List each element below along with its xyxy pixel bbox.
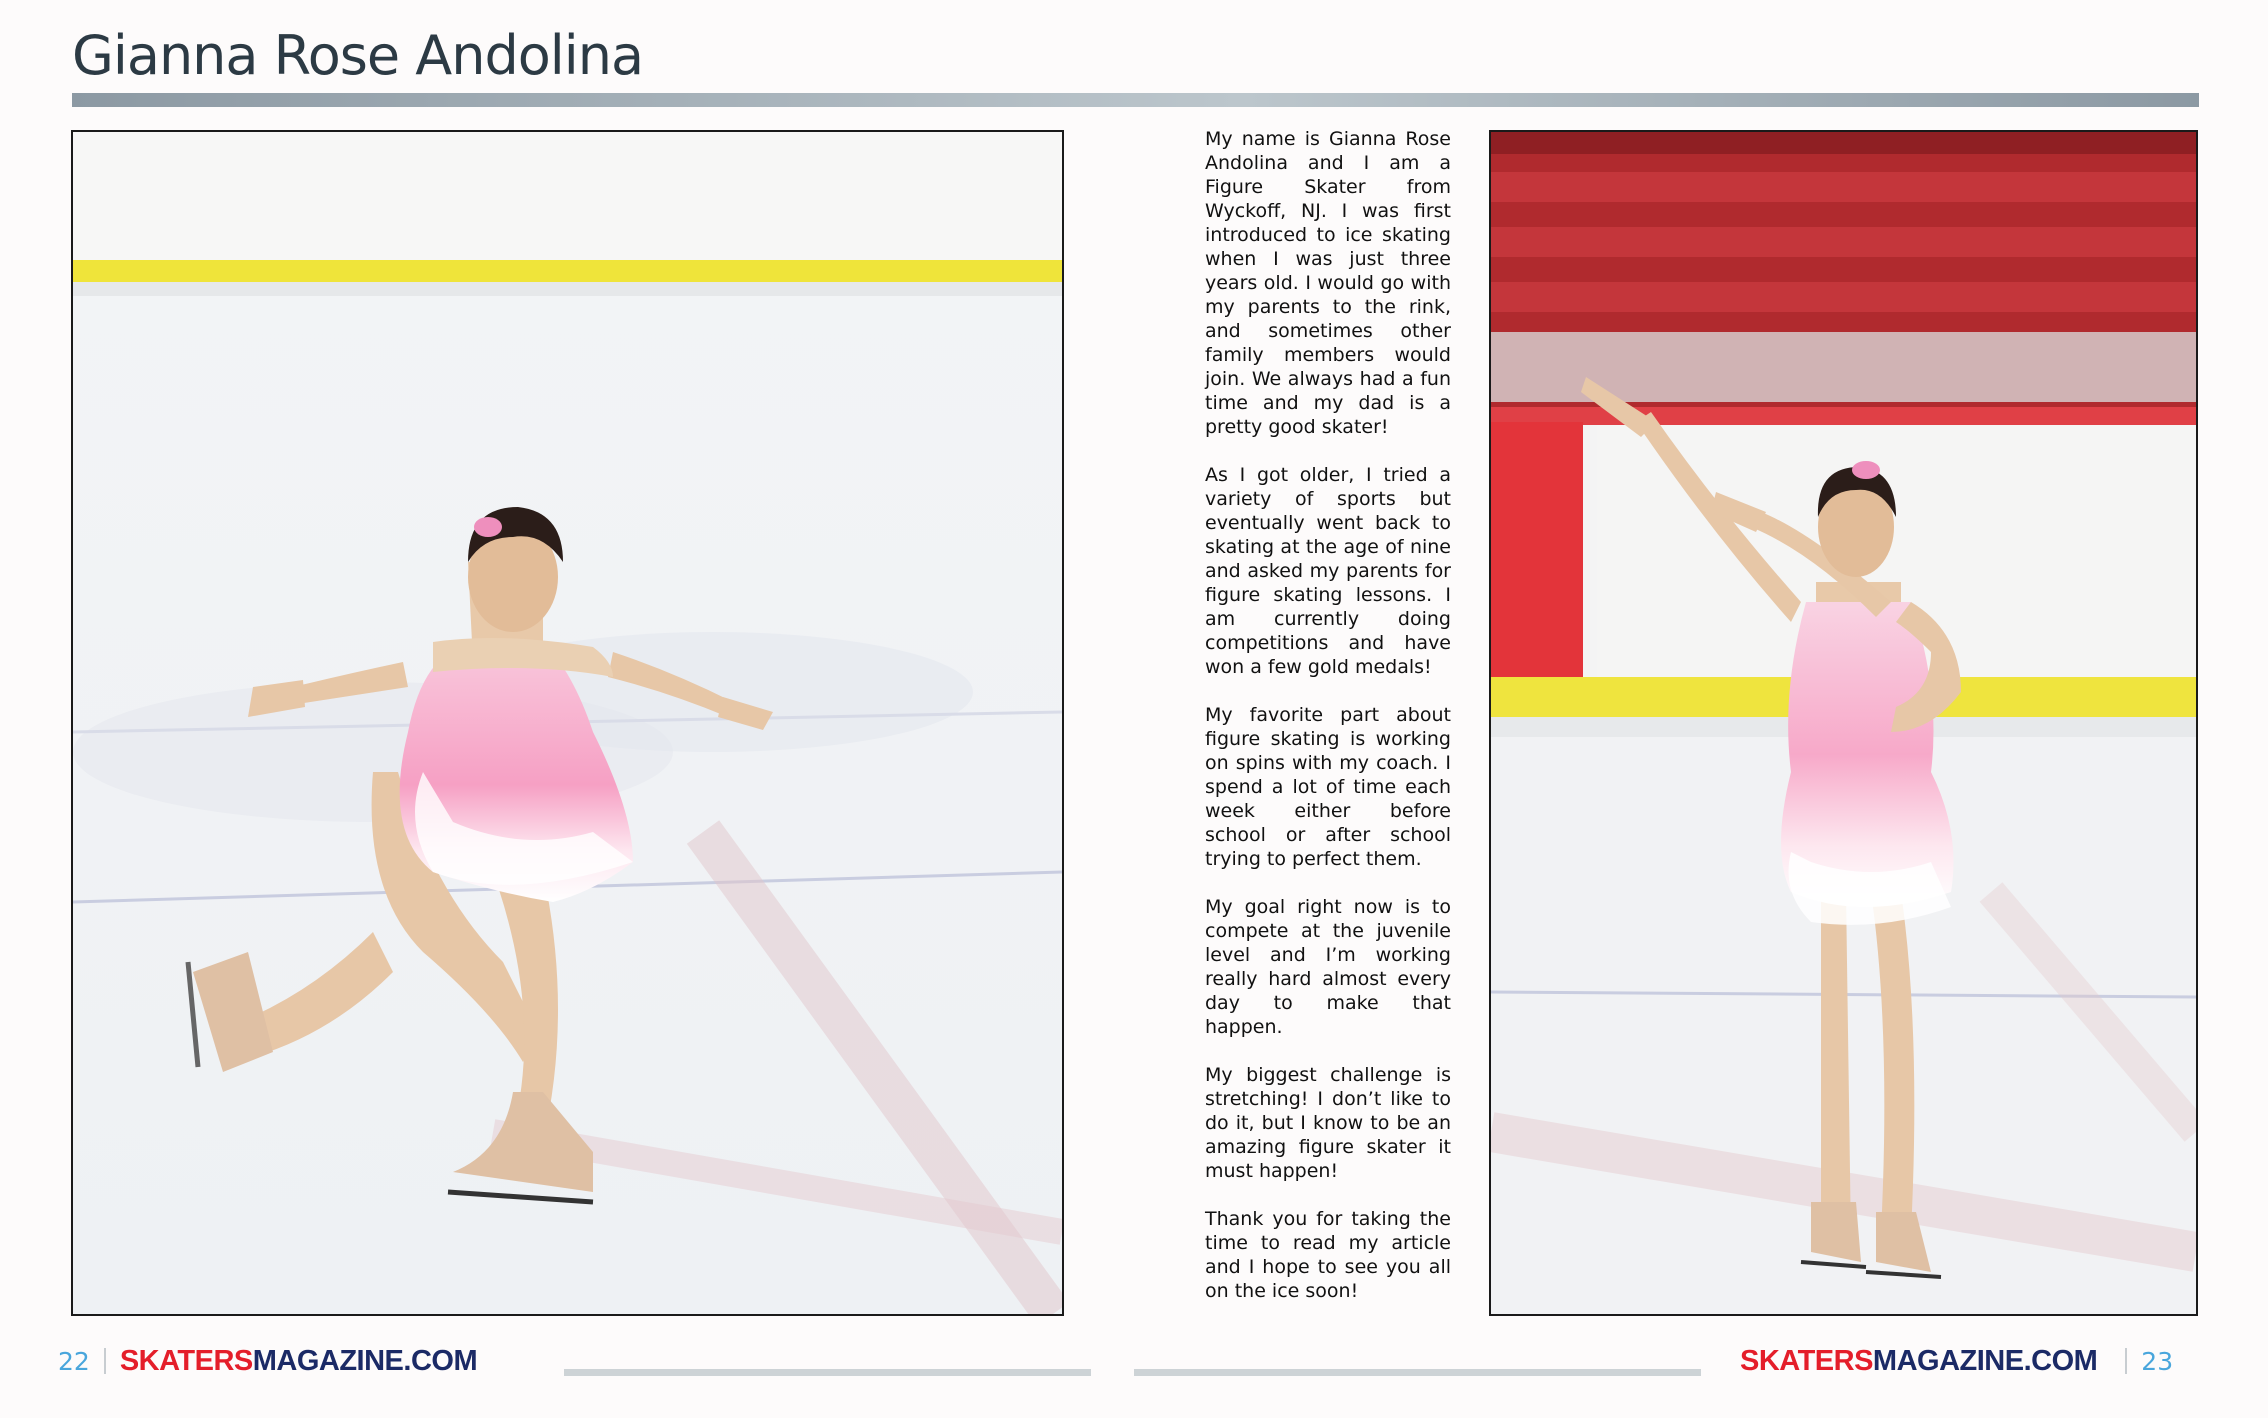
skater-posing-photo xyxy=(1489,130,2198,1316)
page-number-separator xyxy=(2125,1348,2127,1374)
footer-rule-right xyxy=(1134,1369,1701,1376)
article-paragraph: My goal right now is to compete at the juvenile level and I’m working really hard almost every day to make that happen. xyxy=(1205,896,1451,1038)
title-rule xyxy=(72,93,2199,107)
article-paragraph: My favorite part about figure skating is working on spins with my coach. I spend a lot of time each week either before school or after school trying to perfect them. xyxy=(1205,704,1451,870)
article-paragraph: As I got older, I tried a variety of sports but eventually went back to skating at the age of nine and asked my parents for figure skating lessons. I am currently doing competitions and have won a few gold medals! xyxy=(1205,464,1451,678)
footer-left xyxy=(58,1343,477,1379)
brand-logo-left: SKATERSMAGAZINE.COM xyxy=(119,1344,478,1377)
page-number-separator xyxy=(104,1348,106,1374)
brand-logo-right: SKATERSMAGAZINE.COM xyxy=(1740,1344,2098,1377)
article-paragraph: Thank you for taking the time to read my article and I hope to see you all on the ice soon! xyxy=(1205,1208,1451,1302)
footer-right xyxy=(1740,1343,2173,1379)
article-paragraph: My name is Gianna Rose Andolina and I am a Figure Skater from Wyckoff, NJ. I was first introduced to ice skating when I was just three years old. I would go with my parents to the rink, and sometimes other family members would join. We always had a fun time and my dad is a pretty good skater! xyxy=(1205,128,1451,438)
page-title: Gianna Rose Andolina xyxy=(72,24,644,87)
skater-gliding-photo xyxy=(71,130,1064,1316)
article-body xyxy=(1205,127,1451,1327)
page-number-right: 23 xyxy=(2141,1346,2174,1376)
article-paragraph: My biggest challenge is stretching! I don’t like to do it, but I know to be an amazing figure skater it must happen! xyxy=(1205,1064,1451,1182)
page-number-left: 22 xyxy=(58,1346,90,1376)
footer-rule-left xyxy=(564,1369,1091,1376)
